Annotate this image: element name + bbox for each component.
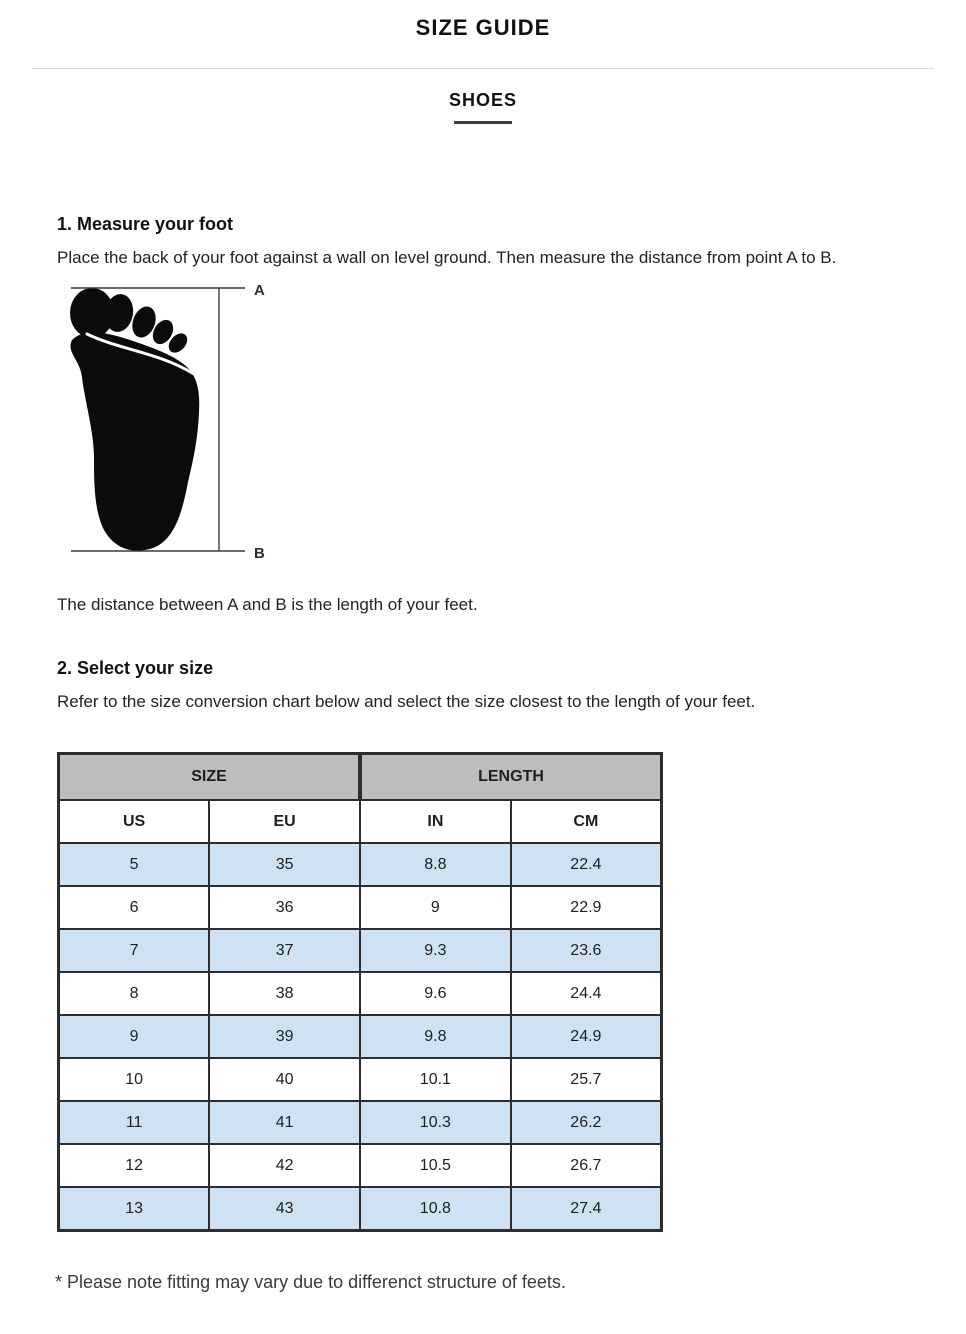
table-cell: 38 bbox=[209, 972, 360, 1015]
table-row bbox=[59, 843, 662, 886]
table-cell: 8.8 bbox=[360, 843, 511, 886]
size-table-body bbox=[59, 843, 662, 1231]
fitting-footnote: * Please note fitting may vary due to differenct structure of feets. bbox=[55, 1272, 566, 1292]
group-header-length: LENGTH bbox=[360, 754, 662, 801]
table-cell: 43 bbox=[209, 1187, 360, 1231]
column-header-in: IN bbox=[360, 800, 511, 843]
table-cell: 8 bbox=[59, 972, 210, 1015]
foot-measurement-illustration bbox=[58, 282, 288, 564]
table-cell: 37 bbox=[209, 929, 360, 972]
label-a: A bbox=[254, 282, 265, 299]
table-row bbox=[59, 1187, 662, 1231]
size-table-head bbox=[59, 754, 662, 844]
table-cell: 10 bbox=[59, 1058, 210, 1101]
header-divider bbox=[32, 68, 934, 69]
table-cell: 36 bbox=[209, 886, 360, 929]
table-cell: 6 bbox=[59, 886, 210, 929]
table-row bbox=[59, 886, 662, 929]
table-cell: 35 bbox=[209, 843, 360, 886]
table-cell: 10.3 bbox=[360, 1101, 511, 1144]
figure-caption: The distance between A and B is the length of your feet. bbox=[57, 595, 478, 614]
column-header-cm: CM bbox=[511, 800, 662, 843]
size-conversion-table bbox=[57, 752, 663, 1232]
table-cell: 23.6 bbox=[511, 929, 662, 972]
category-title: SHOES bbox=[448, 90, 518, 110]
table-cell: 42 bbox=[209, 1144, 360, 1187]
table-cell: 9 bbox=[360, 886, 511, 929]
table-cell: 11 bbox=[59, 1101, 210, 1144]
column-header-us: US bbox=[59, 800, 210, 843]
table-cell: 10.1 bbox=[360, 1058, 511, 1101]
table-cell: 41 bbox=[209, 1101, 360, 1144]
table-cell: 22.4 bbox=[511, 843, 662, 886]
table-cell: 9.8 bbox=[360, 1015, 511, 1058]
group-header-row bbox=[59, 754, 662, 801]
table-cell: 26.2 bbox=[511, 1101, 662, 1144]
table-cell: 12 bbox=[59, 1144, 210, 1187]
table-row bbox=[59, 972, 662, 1015]
table-cell: 27.4 bbox=[511, 1187, 662, 1231]
label-b: B bbox=[254, 545, 265, 562]
table-cell: 22.9 bbox=[511, 886, 662, 929]
table-cell: 9.6 bbox=[360, 972, 511, 1015]
table-cell: 25.7 bbox=[511, 1058, 662, 1101]
category-underline bbox=[454, 121, 512, 124]
page-title: SIZE GUIDE bbox=[415, 15, 551, 40]
table-cell: 10.8 bbox=[360, 1187, 511, 1231]
step1-instructions: Place the back of your foot against a wall on level ground. Then measure the distance from point A to B. bbox=[57, 248, 837, 267]
table-cell: 26.7 bbox=[511, 1144, 662, 1187]
table-cell: 10.5 bbox=[360, 1144, 511, 1187]
table-cell: 24.4 bbox=[511, 972, 662, 1015]
table-row bbox=[59, 1058, 662, 1101]
step2-heading: 2. Select your size bbox=[57, 658, 214, 678]
table-row bbox=[59, 1101, 662, 1144]
section-select-size bbox=[57, 658, 909, 712]
table-cell: 39 bbox=[209, 1015, 360, 1058]
table-cell: 9 bbox=[59, 1015, 210, 1058]
table-cell: 7 bbox=[59, 929, 210, 972]
column-header-eu: EU bbox=[209, 800, 360, 843]
table-row bbox=[59, 1015, 662, 1058]
section-measure-foot bbox=[57, 214, 909, 615]
step2-instructions: Refer to the size conversion chart below and select the size closest to the length of your feet. bbox=[57, 692, 756, 711]
foot-silhouette bbox=[70, 288, 199, 551]
table-cell: 5 bbox=[59, 843, 210, 886]
table-row bbox=[59, 929, 662, 972]
table-cell: 9.3 bbox=[360, 929, 511, 972]
table-row bbox=[59, 1144, 662, 1187]
table-cell: 13 bbox=[59, 1187, 210, 1231]
table-cell: 40 bbox=[209, 1058, 360, 1101]
group-header-size: SIZE bbox=[59, 754, 361, 801]
step1-heading: 1. Measure your foot bbox=[57, 214, 234, 234]
table-cell: 24.9 bbox=[511, 1015, 662, 1058]
content-area bbox=[57, 214, 909, 1232]
column-header-row bbox=[59, 800, 662, 843]
